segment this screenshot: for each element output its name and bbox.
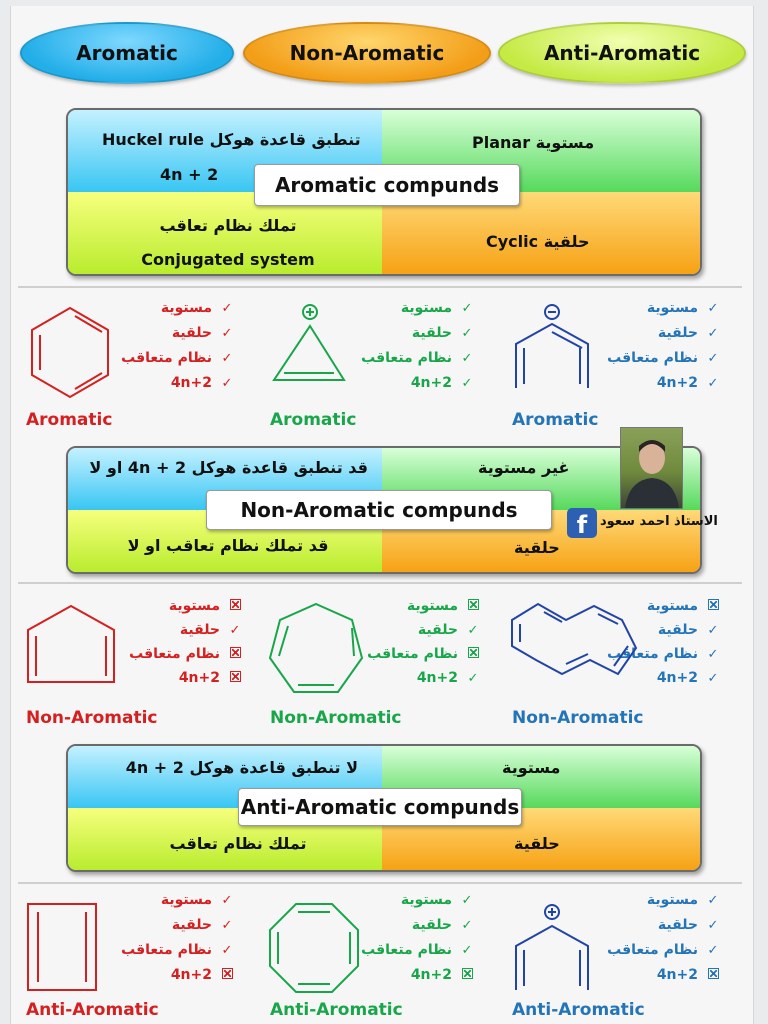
check-label: 4n+2 bbox=[170, 375, 212, 391]
row2-blue-caption: Non-Aromatic bbox=[512, 708, 644, 728]
check-label: نظام متعاقب bbox=[607, 646, 698, 662]
check-label: حلقية bbox=[657, 917, 698, 933]
check-label: حلقية bbox=[171, 325, 212, 341]
cross-box-icon bbox=[230, 647, 241, 658]
separator-1 bbox=[18, 286, 742, 288]
cyclopentadienyl-cation-structure bbox=[510, 900, 594, 994]
author-photo bbox=[620, 427, 683, 509]
check-label: نظام متعاقب bbox=[607, 350, 698, 366]
check-label: حلقية bbox=[657, 622, 698, 638]
check-icon: ✓ bbox=[707, 623, 719, 638]
check-label: نظام متعاقب bbox=[121, 350, 212, 366]
check-label: مستوية bbox=[400, 892, 452, 908]
row2-green-checks bbox=[367, 598, 482, 686]
check-label: 4n+2 bbox=[410, 967, 452, 983]
check-label: 4n+2 bbox=[416, 670, 458, 686]
non-planar-text: غير مستوية bbox=[478, 458, 570, 477]
row1-blue-checks bbox=[607, 300, 722, 391]
check-label: مستوية bbox=[160, 892, 212, 908]
row3-green-caption: Anti-Aromatic bbox=[270, 1000, 403, 1020]
check-icon: ✓ bbox=[461, 326, 473, 341]
check-icon: ✓ bbox=[221, 301, 233, 316]
benzene-structure bbox=[20, 300, 120, 400]
cross-box-icon bbox=[230, 599, 241, 610]
may-conjugate-text: قد تملك نظام تعاقب او لا bbox=[127, 536, 329, 555]
conjugated-english: Conjugated system bbox=[141, 250, 315, 269]
cyclooctatetraene-structure bbox=[268, 902, 360, 994]
check-icon: ✓ bbox=[221, 351, 233, 366]
check-label: مستوية bbox=[160, 300, 212, 316]
check-label: نظام متعاقب bbox=[607, 942, 698, 958]
cyclopentadiene-structure bbox=[24, 600, 118, 686]
check-label: 4n+2 bbox=[656, 967, 698, 983]
anti-aromatic-pill: Anti-Aromatic bbox=[498, 22, 746, 84]
row1-green-checks bbox=[361, 300, 476, 391]
check-label: حلقية bbox=[171, 917, 212, 933]
separator-3 bbox=[18, 882, 742, 884]
planar-text-3: مستوية bbox=[502, 758, 561, 777]
row3-green-checks bbox=[361, 892, 476, 983]
check-icon: ✓ bbox=[707, 943, 719, 958]
row3-red-checks bbox=[121, 892, 236, 983]
huckel-formula: 4n + 2 bbox=[160, 165, 219, 184]
check-label: حلقية bbox=[411, 325, 452, 341]
check-icon: ✓ bbox=[229, 623, 241, 638]
check-label: حلقية bbox=[179, 622, 220, 638]
row3-blue-caption: Anti-Aromatic bbox=[512, 1000, 645, 1020]
check-icon: ✓ bbox=[461, 918, 473, 933]
facebook-icon[interactable]: f bbox=[567, 508, 597, 538]
row1-red-checks bbox=[121, 300, 236, 391]
check-icon: ✓ bbox=[221, 918, 233, 933]
cyclic-text-2: حلقية bbox=[514, 538, 560, 557]
row2-green-caption: Non-Aromatic bbox=[270, 708, 402, 728]
check-icon: ✓ bbox=[221, 376, 233, 391]
has-conjugation-text: تملك نظام تعاقب bbox=[169, 834, 307, 853]
anti-aromatic-panel-title: Anti-Aromatic compunds bbox=[238, 788, 522, 826]
check-icon: ✓ bbox=[461, 893, 473, 908]
row1-blue-caption: Aromatic bbox=[512, 410, 599, 430]
check-icon: ✓ bbox=[221, 943, 233, 958]
check-icon: ✓ bbox=[221, 893, 233, 908]
cyclic-text-3: حلقية bbox=[514, 834, 560, 853]
check-label: مستوية bbox=[406, 598, 458, 614]
conjugated-arabic: تملك نظام تعاقب bbox=[159, 216, 297, 235]
check-icon: ✓ bbox=[707, 893, 719, 908]
cross-box-icon bbox=[462, 968, 473, 979]
check-label: 4n+2 bbox=[410, 375, 452, 391]
row1-red-caption: Aromatic bbox=[26, 410, 113, 430]
check-icon: ✓ bbox=[707, 918, 719, 933]
huckel-rule-text: Huckel rule تنطبق قاعدة هوكل bbox=[102, 130, 361, 149]
check-label: 4n+2 bbox=[178, 670, 220, 686]
check-label: حلقية bbox=[657, 325, 698, 341]
row2-red-caption: Non-Aromatic bbox=[26, 708, 158, 728]
author-name: الاستاذ احمد سعود bbox=[600, 514, 718, 529]
check-label: حلقية bbox=[411, 917, 452, 933]
row3-blue-checks bbox=[607, 892, 722, 983]
cross-box-icon bbox=[222, 968, 233, 979]
cross-box-icon bbox=[708, 968, 719, 979]
check-label: 4n+2 bbox=[656, 375, 698, 391]
may-apply-huckel: قد تنطبق قاعدة هوكل 2 + 4n او لا bbox=[89, 458, 368, 477]
row1-green-caption: Aromatic bbox=[270, 410, 357, 430]
non-aromatic-panel-title: Non-Aromatic compunds bbox=[206, 490, 552, 530]
check-label: مستوية bbox=[646, 598, 698, 614]
check-icon: ✓ bbox=[707, 351, 719, 366]
check-icon: ✓ bbox=[461, 943, 473, 958]
cyclopentadienyl-anion-structure bbox=[510, 300, 594, 392]
check-icon: ✓ bbox=[461, 376, 473, 391]
check-label: مستوية bbox=[646, 892, 698, 908]
cross-box-icon bbox=[708, 599, 719, 610]
cycloheptatriene-structure bbox=[268, 600, 364, 700]
separator-2 bbox=[18, 582, 742, 584]
check-label: مستوية bbox=[400, 300, 452, 316]
check-label: نظام متعاقب bbox=[361, 942, 452, 958]
check-icon: ✓ bbox=[461, 351, 473, 366]
cyclobutadiene-structure bbox=[24, 900, 100, 994]
cross-box-icon bbox=[468, 599, 479, 610]
person-icon bbox=[621, 428, 682, 508]
cross-box-icon bbox=[230, 671, 241, 682]
cyclic-text: Cyclic حلقية bbox=[486, 232, 590, 251]
row2-red-checks bbox=[129, 598, 244, 686]
cross-box-icon bbox=[468, 647, 479, 658]
check-label: نظام متعاقب bbox=[361, 350, 452, 366]
check-label: 4n+2 bbox=[170, 967, 212, 983]
check-icon: ✓ bbox=[461, 301, 473, 316]
check-icon: ✓ bbox=[707, 301, 719, 316]
check-icon: ✓ bbox=[707, 671, 719, 686]
aromatic-pill: Aromatic bbox=[20, 22, 234, 84]
check-label: مستوية bbox=[646, 300, 698, 316]
check-icon: ✓ bbox=[707, 376, 719, 391]
aromatic-panel-title: Aromatic compunds bbox=[254, 164, 520, 206]
check-label: نظام متعاقب bbox=[129, 646, 220, 662]
check-icon: ✓ bbox=[467, 623, 479, 638]
planar-text: Planar مستوية bbox=[472, 133, 595, 152]
row3-red-caption: Anti-Aromatic bbox=[26, 1000, 159, 1020]
non-aromatic-pill: Non-Aromatic bbox=[243, 22, 491, 84]
check-icon: ✓ bbox=[707, 647, 719, 662]
cyclopropenyl-cation-structure bbox=[268, 300, 352, 386]
check-label: نظام متعاقب bbox=[367, 646, 458, 662]
check-icon: ✓ bbox=[221, 326, 233, 341]
check-icon: ✓ bbox=[707, 326, 719, 341]
check-label: مستوية bbox=[168, 598, 220, 614]
check-label: 4n+2 bbox=[656, 670, 698, 686]
cyclodecapentaene-structure bbox=[510, 600, 640, 680]
check-label: نظام متعاقب bbox=[121, 942, 212, 958]
not-apply-huckel: لا تنطبق قاعدة هوكل 2 + 4n bbox=[125, 758, 358, 777]
check-icon: ✓ bbox=[467, 671, 479, 686]
check-label: حلقية bbox=[417, 622, 458, 638]
